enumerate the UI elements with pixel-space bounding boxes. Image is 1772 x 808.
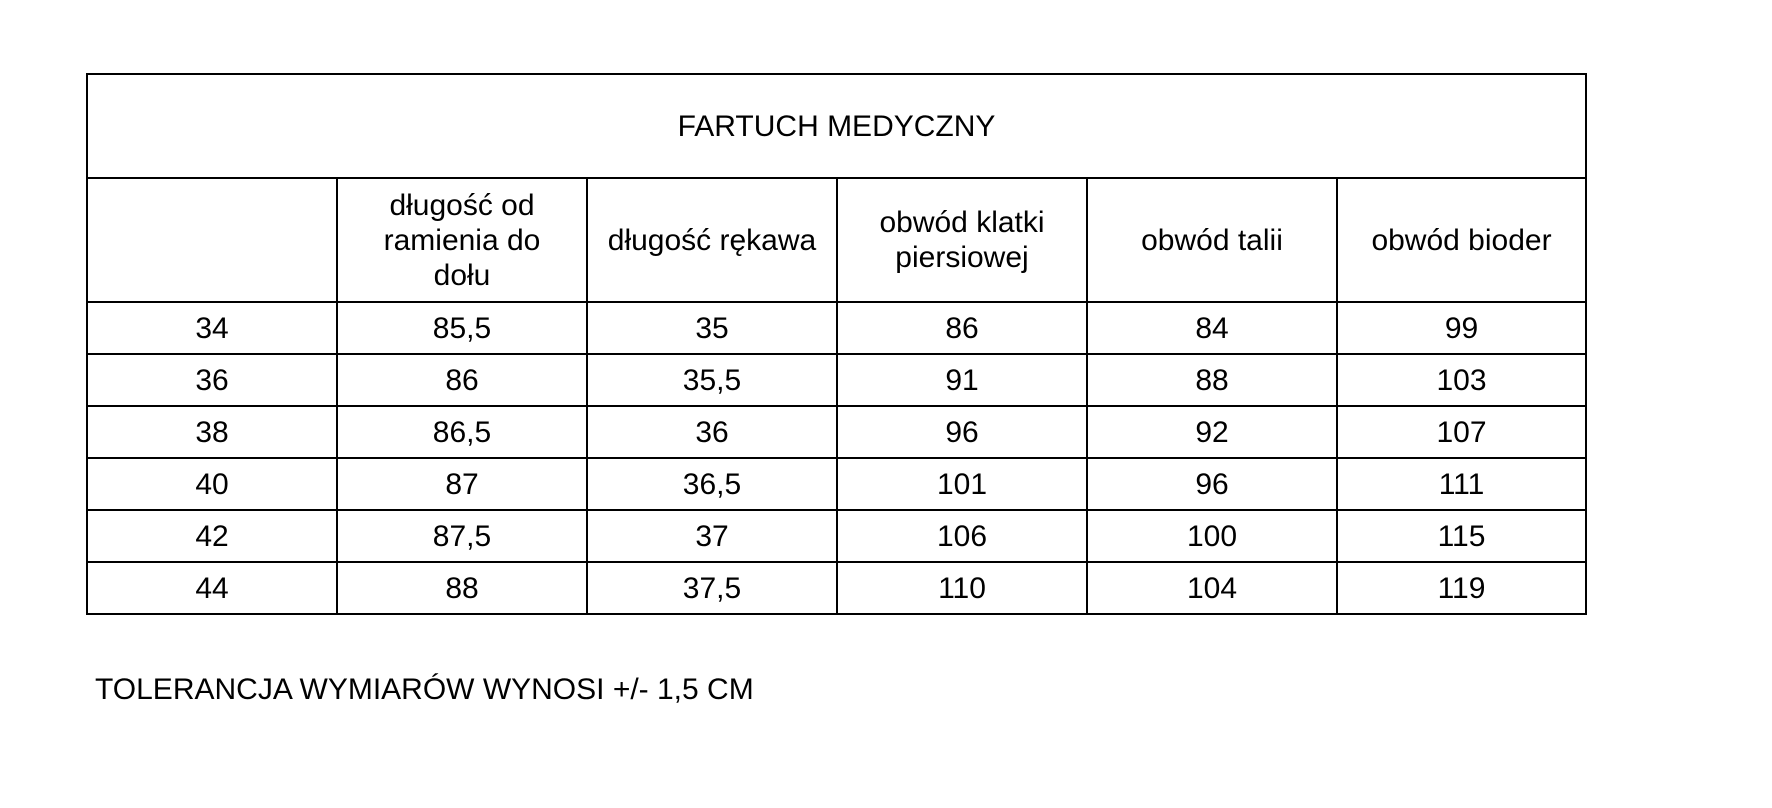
cell-chest: 101 xyxy=(837,458,1087,510)
cell-sleeve: 35 xyxy=(587,302,837,354)
title-row xyxy=(87,74,1586,178)
header-size xyxy=(87,178,337,302)
cell-chest: 86 xyxy=(837,302,1087,354)
cell-hips: 103 xyxy=(1337,354,1586,406)
cell-length: 86,5 xyxy=(337,406,587,458)
cell-waist: 88 xyxy=(1087,354,1337,406)
cell-size: 34 xyxy=(87,302,337,354)
cell-chest: 96 xyxy=(837,406,1087,458)
header-row xyxy=(87,178,1586,302)
header-sleeve: długość rękawa xyxy=(587,178,837,302)
cell-chest: 110 xyxy=(837,562,1087,614)
cell-length: 86 xyxy=(337,354,587,406)
cell-waist: 96 xyxy=(1087,458,1337,510)
cell-waist: 100 xyxy=(1087,510,1337,562)
table-row xyxy=(87,302,1586,354)
cell-sleeve: 36,5 xyxy=(587,458,837,510)
cell-size: 36 xyxy=(87,354,337,406)
table-row xyxy=(87,406,1586,458)
tolerance-note: TOLERANCJA WYMIARÓW WYNOSI +/- 1,5 CM xyxy=(95,673,754,706)
cell-sleeve: 37 xyxy=(587,510,837,562)
cell-hips: 107 xyxy=(1337,406,1586,458)
cell-size: 42 xyxy=(87,510,337,562)
cell-chest: 106 xyxy=(837,510,1087,562)
header-length: długość od ramienia do dołu xyxy=(337,178,587,302)
header-waist: obwód talii xyxy=(1087,178,1337,302)
cell-length: 87 xyxy=(337,458,587,510)
table-row xyxy=(87,510,1586,562)
cell-waist: 104 xyxy=(1087,562,1337,614)
cell-waist: 92 xyxy=(1087,406,1337,458)
size-table xyxy=(86,73,1587,615)
cell-length: 87,5 xyxy=(337,510,587,562)
cell-hips: 115 xyxy=(1337,510,1586,562)
table-row xyxy=(87,354,1586,406)
cell-size: 44 xyxy=(87,562,337,614)
cell-chest: 91 xyxy=(837,354,1087,406)
table-row xyxy=(87,458,1586,510)
cell-hips: 119 xyxy=(1337,562,1586,614)
cell-size: 38 xyxy=(87,406,337,458)
cell-sleeve: 35,5 xyxy=(587,354,837,406)
cell-length: 85,5 xyxy=(337,302,587,354)
cell-sleeve: 37,5 xyxy=(587,562,837,614)
cell-sleeve: 36 xyxy=(587,406,837,458)
cell-length: 88 xyxy=(337,562,587,614)
table-row xyxy=(87,562,1586,614)
cell-hips: 99 xyxy=(1337,302,1586,354)
cell-waist: 84 xyxy=(1087,302,1337,354)
cell-size: 40 xyxy=(87,458,337,510)
header-chest: obwód klatki piersiowej xyxy=(837,178,1087,302)
table-title: FARTUCH MEDYCZNY xyxy=(87,74,1586,178)
header-hips: obwód bioder xyxy=(1337,178,1586,302)
cell-hips: 111 xyxy=(1337,458,1586,510)
